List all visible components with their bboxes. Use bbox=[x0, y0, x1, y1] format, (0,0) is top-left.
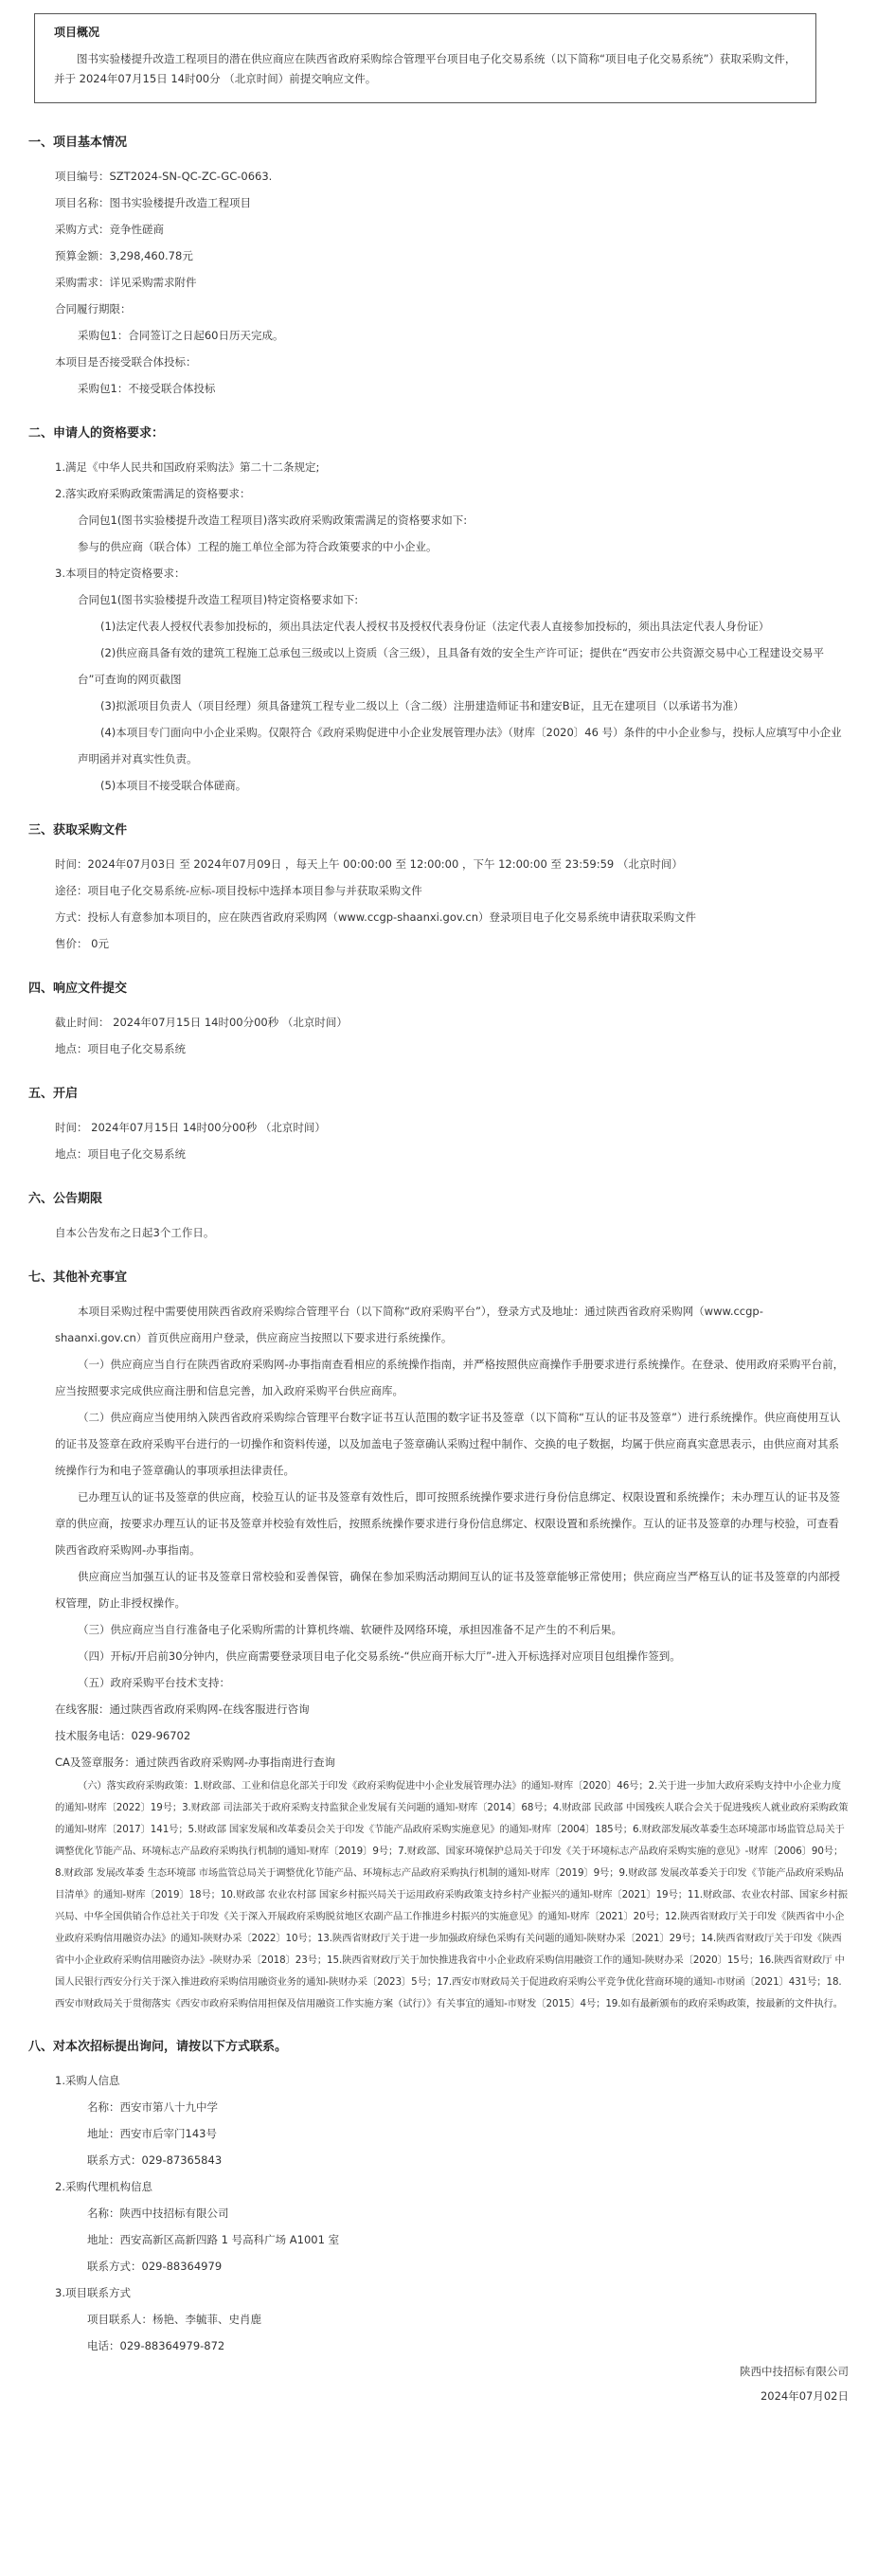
project-contact-heading: 3.项目联系方式 bbox=[55, 2286, 131, 2299]
project-overview-box bbox=[34, 13, 816, 103]
requirement-item: (4)本项目专门面向中小企业采购。仅限符合《政府采购促进中小企业发展管理办法》（财库〔2020〕46 号）条件的中小企业参与，投标人应填写中小企业声明函并对真实性负责。 bbox=[78, 726, 842, 766]
project-contact-person: 项目联系人：杨艳、李毓菲、史肖鹿 bbox=[87, 2313, 261, 2326]
qualification-item: 参与的供应商（联合体）工程的施工单位全部为符合政策要求的中小企业。 bbox=[78, 540, 438, 553]
obtain-method: 方式：投标人有意参加本项目的，应在陕西省政府采购网（www.ccgp-shaanxi.gov.cn）登录项目电子化交易系统申请获取采购文件 bbox=[55, 910, 697, 924]
qualification-item: 合同包1(图书实验楼提升改造工程项目)特定资格要求如下: bbox=[78, 593, 359, 606]
project-number: 项目编号：SZT2024-SN-QC-ZC-GC-0663. bbox=[55, 170, 273, 183]
package-consortium: 采购包1：不接受联合体投标 bbox=[78, 382, 216, 395]
procurement-method: 采购方式：竞争性磋商 bbox=[55, 223, 164, 236]
requirement-item: (3)拟派项目负责人（项目经理）须具备建筑工程专业二级以上（含二级）注册建造师证书和建安B证，且无在建项目（以承诺书为准） bbox=[100, 699, 744, 712]
supplementary-paragraph: （三）供应商应当自行准备电子化采购所需的计算机终端、软硬件及网络环境，承担因准备不足产生的不利后果。 bbox=[78, 1623, 622, 1636]
contract-term-label: 合同履行期限： bbox=[55, 302, 132, 315]
obtain-time: 时间：2024年07月03日 至 2024年07月09日 ，每天上午 00:00:00 至 12:00:00 ，下午 12:00:00 至 23:59:59 （北京时间） bbox=[55, 857, 683, 871]
purchaser-phone: 联系方式：029-87365843 bbox=[87, 2153, 223, 2167]
section-title: 六、公告期限 bbox=[28, 1192, 103, 1206]
overview-text: 图书实验楼提升改造工程项目的潜在供应商应在陕西省政府采购综合管理平台项目电子化交易系统（以下简称“项目电子化交易系统”）获取采购文件，并于 2024年07月15日 14时00分 （北京时间）前提交响应文件。 bbox=[54, 52, 796, 85]
qualification-item: 合同包1(图书实验楼提升改造工程项目)落实政府采购政策需满足的资格要求如下: bbox=[78, 513, 468, 527]
agency-address: 地址：西安高新区高新四路 1 号高科广场 A1001 室 bbox=[87, 2233, 340, 2246]
supplementary-paragraph: （五）政府采购平台技术支持： bbox=[78, 1676, 230, 1689]
ca-service: CA及签章服务：通过陕西省政府采购网-办事指南进行查询 bbox=[55, 1756, 336, 1769]
supplementary-paragraph: 已办理互认的证书及签章的供应商，校验互认的证书及签章有效性后，即可按照系统操作要求进行身份信息绑定、权限设置和系统操作；未办理互认的证书及签章的供应商，按要求办理互认的证书及签章并校验有效性后，按照系统操作要求进行身份信息绑定、权限设置和系统操作。互认的证书及签章的办理与校验，可查看陕西省政府采购网-办事指南。 bbox=[55, 1490, 840, 1557]
signature-date: 2024年07月02日 bbox=[760, 2389, 849, 2403]
purchaser-info-heading: 1.采购人信息 bbox=[55, 2074, 120, 2087]
project-name: 项目名称：图书实验楼提升改造工程项目 bbox=[55, 196, 251, 209]
section-title: 四、响应文件提交 bbox=[28, 982, 128, 996]
obtain-channel: 途径：项目电子化交易系统-应标-项目投标中选择本项目参与并获取采购文件 bbox=[55, 884, 422, 897]
opening-location: 地点：项目电子化交易系统 bbox=[55, 1147, 186, 1161]
section-title: 二、申请人的资格要求： bbox=[28, 426, 165, 441]
requirement-item: (1)法定代表人授权代表参加投标的，须出具法定代表人授权书及授权代表身份证（法定代表人直接参加投标的，须出具法定代表人身份证） bbox=[100, 620, 770, 633]
opening-time: 时间： 2024年07月15日 14时00分00秒 （北京时间） bbox=[55, 1121, 326, 1134]
qualification-item: 3.本项目的特定资格要求： bbox=[55, 567, 186, 580]
section-opening bbox=[28, 1083, 849, 1167]
supplementary-paragraph: （一）供应商应当自行在陕西省政府采购网-办事指南查看相应的系统操作指南，并严格按照供应商操作手册要求进行系统操作。在登录、使用政府采购平台前，应当按照要求完成供应商注册和信息完善，加入政府采购平台供应商库。 bbox=[55, 1358, 845, 1397]
agency-info-heading: 2.采购代理机构信息 bbox=[55, 2180, 152, 2193]
submission-location: 地点：项目电子化交易系统 bbox=[55, 1042, 186, 1055]
section-basic-info bbox=[28, 132, 849, 402]
agency-name: 名称：陕西中技招标有限公司 bbox=[87, 2207, 229, 2220]
overview-title: 项目概况 bbox=[54, 26, 100, 39]
supplementary-paragraph: 本项目采购过程中需要使用陕西省政府采购综合管理平台（以下简称“政府采购平台”），登录方式及地址：通过陕西省政府采购网（www.ccgp-shaanxi.gov.cn）首页供应商用户登录，供应商应当按照以下要求进行系统操作。 bbox=[55, 1305, 763, 1344]
package-term: 采购包1：合同签订之日起60日历天完成。 bbox=[78, 329, 284, 342]
submission-deadline: 截止时间： 2024年07月15日 14时00分00秒 （北京时间） bbox=[55, 1016, 348, 1029]
section-title: 三、获取采购文件 bbox=[28, 823, 128, 838]
project-contact-phone: 电话：029-88364979-872 bbox=[87, 2339, 225, 2352]
purchaser-name: 名称：西安市第八十九中学 bbox=[87, 2100, 218, 2114]
signature-company: 陕西中技招标有限公司 bbox=[740, 2365, 849, 2378]
supplementary-paragraph: 供应商应当加强互认的证书及签章日常校验和妥善保管，确保在参加采购活动期间互认的证书及签章能够正常使用；供应商应当严格互认的证书及签章的内部授权管理，防止非授权操作。 bbox=[55, 1570, 840, 1610]
notice-period-text: 自本公告发布之日起3个工作日。 bbox=[55, 1226, 215, 1239]
section-title: 五、开启 bbox=[28, 1087, 79, 1101]
section-title: 七、其他补充事宜 bbox=[28, 1270, 128, 1285]
section-supplementary bbox=[28, 1267, 849, 2015]
supplementary-paragraph: （二）供应商应当使用纳入陕西省政府采购综合管理平台数字证书互认范围的数字证书及签章（以下简称“互认的证书及签章”）进行系统操作。供应商使用互认的证书及签章在政府采购平台进行的一切操作和资料传递，以及加盖电子签章确认采购过程中制作、交换的电子数据，均属于供应商真实意思表示，由供应商对其系统操作行为和电子签章确认的事项承担法律责任。 bbox=[55, 1411, 841, 1477]
qualification-item: 2.落实政府采购政策需满足的资格要求： bbox=[55, 487, 251, 500]
consortium-question: 本项目是否接受联合体投标： bbox=[55, 355, 197, 369]
budget-amount: 预算金额：3,298,460.78元 bbox=[55, 249, 193, 262]
section-notice-period bbox=[28, 1188, 849, 1246]
section-obtain-documents bbox=[28, 820, 849, 957]
announcement-page bbox=[28, 13, 849, 2408]
purchaser-address: 地址：西安市后宰门143号 bbox=[87, 2127, 217, 2140]
tech-support-phone: 技术服务电话：029-96702 bbox=[55, 1729, 191, 1742]
agency-phone: 联系方式：029-88364979 bbox=[87, 2260, 223, 2273]
supplementary-paragraph: （四）开标/开启前30分钟内，供应商需要登录项目电子化交易系统-“供应商开标大厅”-进入开标选择对应项目包组操作签到。 bbox=[78, 1649, 681, 1663]
procurement-demand: 采购需求：详见采购需求附件 bbox=[55, 276, 197, 289]
section-contacts bbox=[28, 2036, 849, 2359]
obtain-price: 售价： 0元 bbox=[55, 937, 109, 950]
section-title: 一、项目基本情况 bbox=[28, 135, 128, 150]
section-submission bbox=[28, 978, 849, 1062]
section-title: 八、对本次招标提出询问，请按以下方式联系。 bbox=[28, 2040, 288, 2054]
requirement-item: (5)本项目不接受联合体磋商。 bbox=[100, 779, 247, 792]
procurement-policy-list: （六）落实政府采购政策：1.财政部、工业和信息化部关于印发《政府采购促进中小企业发展管理办法》的通知-财库〔2020〕46号；2.关于进一步加大政府采购支持中小企业力度的通知-财库〔2022〕19号；3.财政部 司法部关于政府采购支持监狱企业发展有关问题的通知-财库〔2014〕68号；4.财政部 民政部 中国残疾人联合会关于促进残疾人就业政府采购政策的通知-财库〔2017〕141号；5.财政部 国家发展和改革委员会关于印发《节能产品政府采购实施意见》的通知-财库〔2004〕185号；6.财政部发展改革委生态环境部市场监管总局关于调整优化节能产品、环境标志产品政府采购执行机制的通知-财库〔2019〕9号；7.财政部、国家环境保护总局关于印发《关于环境标志产品政府采购实施的意见》-财库〔2006〕90号；8.财政部 发展改革委 生态环境部 市场监管总局关于调整优化节能产品、环境标志产品政府采购执行机制的通知-财库〔2019〕9号；9.财政部 发展改革委关于印发《节能产品政府采购品目清单》的通知-财库〔2019〕18号；10.财政部 农业农村部 国家乡村振兴局关于运用政府采购政策支持乡村产业振兴的通知-财库〔2021〕19号；11.财政部、农业农村部、国家乡村振兴局、中华全国供销合作总社关于印发《关于深入开展政府采购脱贫地区农副产品工作推进乡村振兴的实施意见》的通知-财库〔2021〕20号；12.陕西省财政厅关于印发《陕西省中小企业政府采购信用融资办法》的通知-陕财办采〔2022〕10号；13.陕西省财政厅关于进一步加强政府绿色采购有关问题的通知-陕财办采〔2021〕29号；14.陕西省财政厅关于印发《陕西省中小企业政府采购信用融资办法》-陕财办采〔2018〕23号；15.陕西省财政厅关于加快推进我省中小企业政府采购信用融资工作的通知-陕财办采〔2020〕15号；16.陕西省财政厅 中国人民银行西安分行关于深入推进政府采购信用融资业务的通知-陕财办采〔2023〕5号；17.西安市财政局关于促进政府采购公平竞争优化营商环境的通知-市财函〔2021〕431号；18.西安市财政局关于贯彻落实《西安市政府采购信用担保及信用融资工作实施方案（试行）》有关事宜的通知-市财发〔2015〕4号；19.如有最新颁布的政府采购政策，按最新的文件执行。 bbox=[55, 1780, 849, 2009]
online-service: 在线客服：通过陕西省政府采购网-在线客服进行咨询 bbox=[55, 1702, 310, 1716]
requirement-item: (2)供应商具备有效的建筑工程施工总承包三级或以上资质（含三级），且具备有效的安全生产许可证；提供在“西安市公共资源交易中心工程建设交易平台”可查询的网页截图 bbox=[78, 646, 824, 686]
qualification-item: 1.满足《中华人民共和国政府采购法》第二十二条规定; bbox=[55, 460, 320, 474]
section-qualification bbox=[28, 423, 849, 799]
